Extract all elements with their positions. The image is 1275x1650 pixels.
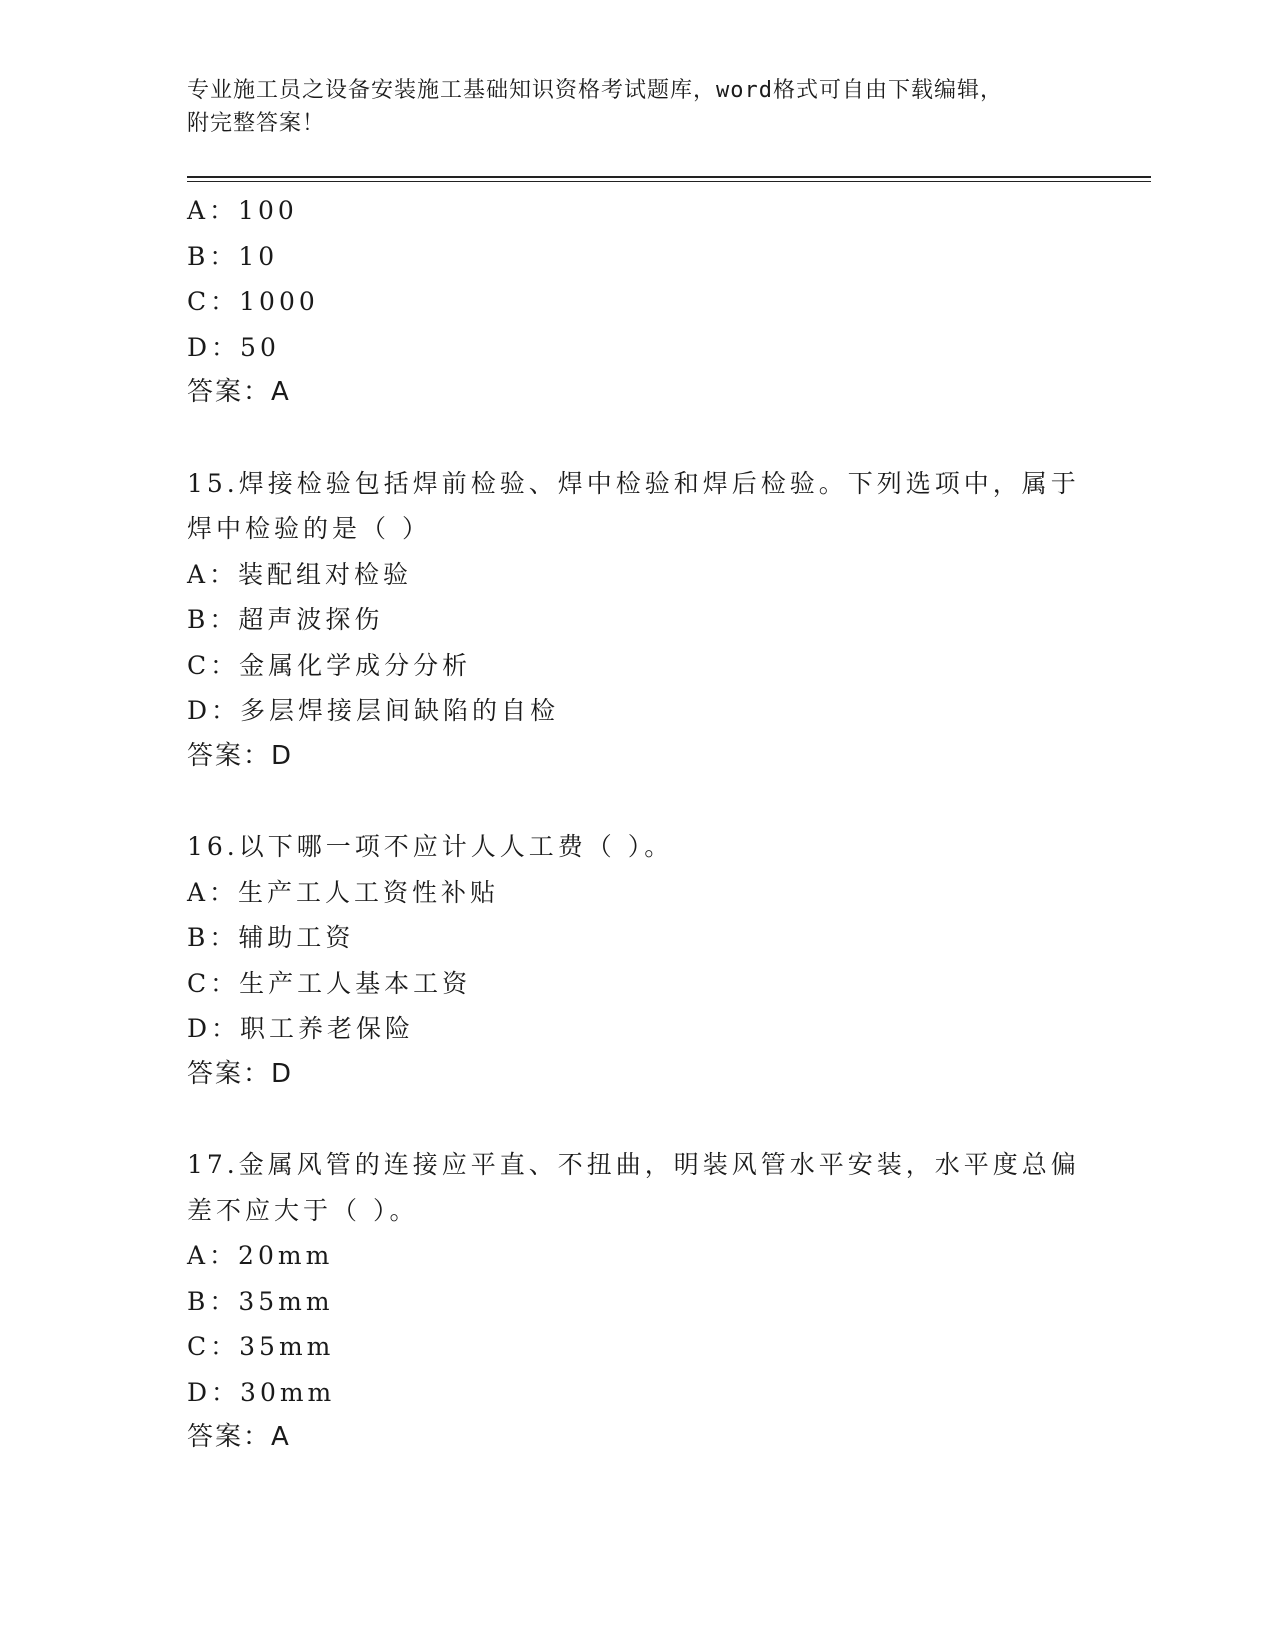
question-block-17 xyxy=(187,1142,1087,1461)
question-block-16 xyxy=(187,824,1087,1097)
option-b: B：35mm xyxy=(187,1286,334,1316)
option-a: A：20mm xyxy=(187,1241,334,1270)
question-stem-line-1: 15.焊接检验包括焊前检验、焊中检验和焊后检验。下列选项中，属于 xyxy=(187,468,1080,498)
option-a: A：装配组对检验 xyxy=(187,559,413,589)
option-b: B：辅助工资 xyxy=(187,923,355,952)
question-stem-line-1: 16.以下哪一项不应计人人工费（ ）。 xyxy=(187,832,674,861)
question-block-15 xyxy=(187,461,1087,780)
option-d: D：多层焊接层间缺陷的自检 xyxy=(187,696,560,725)
answer-line: 答案：A xyxy=(187,377,291,407)
question-block-14 xyxy=(187,188,1087,416)
answer-line: 答案：A xyxy=(187,1422,291,1452)
question-stem-line-2: 差不应大于（ ）。 xyxy=(187,1195,419,1225)
option-d: D：职工养老保险 xyxy=(187,1014,415,1043)
option-c: C：35mm xyxy=(187,1332,335,1361)
option-a: A：100 xyxy=(187,196,298,225)
answer-line: 答案：D xyxy=(187,740,294,771)
question-stem-line-1: 17.金属风管的连接应平直、不扭曲，明装风管水平安装，水平度总偏 xyxy=(187,1150,1080,1179)
document-header xyxy=(187,74,1087,140)
option-c: C：1000 xyxy=(187,287,319,316)
question-list xyxy=(187,188,1087,1461)
option-b: B：10 xyxy=(187,241,279,271)
header-divider-thick xyxy=(187,176,1151,178)
header-line-2: 附完整答案！ xyxy=(187,111,326,136)
option-a: A：生产工人工资性补贴 xyxy=(187,877,500,907)
option-b: B：超声波探伤 xyxy=(187,605,384,634)
answer-line: 答案：D xyxy=(187,1058,294,1089)
header-divider-thin xyxy=(187,181,1151,182)
option-c: C：金属化学成分分析 xyxy=(187,650,472,680)
option-d: D：50 xyxy=(187,332,280,362)
header-line-1: 专业施工员之设备安装施工基础知识资格考试题库，word格式可自由下载编辑， xyxy=(187,78,1003,103)
option-c: C：生产工人基本工资 xyxy=(187,968,472,998)
option-d: D：30mm xyxy=(187,1377,336,1407)
question-stem-line-2: 焊中检验的是（ ） xyxy=(187,514,431,543)
